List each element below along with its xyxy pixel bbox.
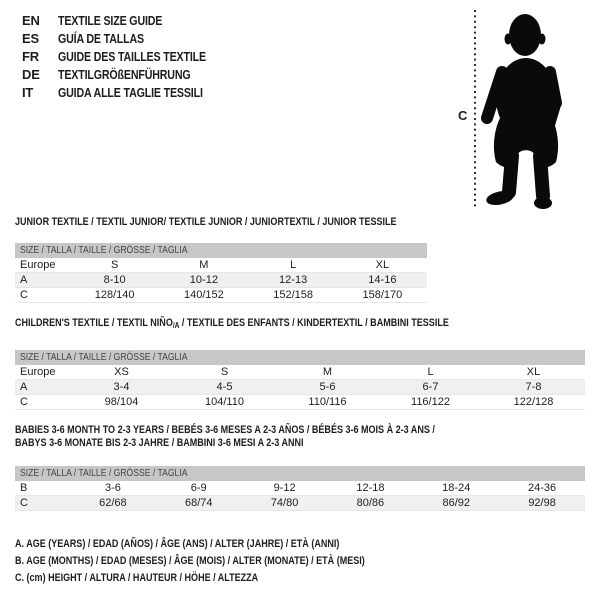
table-cell: 3-6 <box>104 482 121 494</box>
language-row <box>22 66 238 84</box>
guide-title: TEXTILGRÖßENFÜHRUNG <box>58 67 191 82</box>
row-label: C <box>20 497 28 509</box>
size-header-text: SIZE / TALLA / TAILLE / GRÖSSE / TAGLIA <box>20 467 188 479</box>
table-row <box>15 395 585 410</box>
table-cell: 92/98 <box>528 497 556 509</box>
table-title <box>15 424 585 437</box>
table-row <box>15 365 585 380</box>
legend-text: C. (cm) HEIGHT / ALTURA / HAUTEUR / HÖHE / ALTEZZA <box>15 572 259 584</box>
table-cell: M <box>322 366 333 378</box>
guide-title: GUIDA ALLE TAGLIE TESSILI <box>58 85 203 100</box>
table-cell: XL <box>526 366 541 378</box>
table-cell: 74/80 <box>270 497 299 509</box>
table-row <box>15 258 427 273</box>
table-cell: 98/104 <box>104 396 139 408</box>
table-title-part: BABIES 3-6 MONTH TO 2-3 YEARS / BEBÉS 3-6 MESES A 2-3 AÑOS / BÉBÉS 3-6 MOIS À 2-3 ANS / <box>15 424 435 436</box>
table-cell: L <box>290 259 297 271</box>
row-label: C <box>20 396 28 408</box>
table-title-text <box>15 317 449 332</box>
table-title <box>15 216 427 229</box>
legend <box>15 536 442 587</box>
table-row <box>15 481 585 496</box>
row-label: A <box>20 274 28 286</box>
table-row <box>15 496 585 511</box>
table-cell: 68/74 <box>184 497 213 509</box>
language-row <box>22 84 238 102</box>
table-title-part: / TEXTILE DES ENFANTS / KINDERTEXTIL / BAMBINI TESSILE <box>179 317 449 329</box>
table-title-text <box>15 424 435 437</box>
table-cell: S <box>110 259 119 271</box>
table-row <box>15 380 585 395</box>
language-code: IT <box>22 85 34 100</box>
table-cell: 6-7 <box>422 381 439 393</box>
baby-silhouette-icon <box>448 2 598 214</box>
table-title <box>15 317 585 332</box>
table-cell: 140/152 <box>183 289 224 301</box>
legend-line <box>15 553 442 570</box>
table-title-part: CHILDREN'S TEXTILE / TEXTIL NIÑO <box>15 317 173 329</box>
table-cell: 14-16 <box>368 274 397 286</box>
size-header-bar <box>15 350 585 365</box>
language-title-block <box>22 12 238 102</box>
table-title-part: BABYS 3-6 MONATE BIS 2-3 JAHRE / BAMBINI 3-6 MESI A 2-3 ANNI <box>15 437 304 449</box>
legend-text: A. AGE (YEARS) / EDAD (AÑOS) / ÂGE (ANS) / ALTER (JAHRE) / ETÀ (ANNI) <box>15 538 340 550</box>
language-code: FR <box>22 49 39 64</box>
table-row <box>15 288 427 303</box>
baby-silhouette <box>485 14 558 209</box>
table-cell: 18-24 <box>442 482 471 494</box>
language-row <box>22 48 238 66</box>
table-cell: XL <box>375 259 390 271</box>
table-cell: 24-36 <box>528 482 557 494</box>
table-cell: 110/116 <box>308 396 347 408</box>
table-title-part: JUNIOR TEXTILE / TEXTIL JUNIOR/ TEXTILE JUNIOR / JUNIORTEXTIL / JUNIOR TESSILE <box>15 216 397 228</box>
table-cell: 80/86 <box>356 497 385 509</box>
row-label: A <box>20 381 28 393</box>
guide-title: GUÍA DE TALLAS <box>58 31 144 46</box>
table-cell: 12-13 <box>279 274 308 286</box>
language-code: EN <box>22 13 40 28</box>
language-code: ES <box>22 31 39 46</box>
table-cell: 3-4 <box>113 381 130 393</box>
table-cell: 8-10 <box>103 274 126 286</box>
language-code: DE <box>22 67 40 82</box>
table-cell: 158/170 <box>362 289 403 301</box>
junior-size-table <box>15 216 427 303</box>
table-cell: 5-6 <box>319 381 336 393</box>
height-label: C <box>458 108 468 123</box>
table-cell: XS <box>114 366 129 378</box>
size-header-text: SIZE / TALLA / TAILLE / GRÖSSE / TAGLIA <box>20 244 188 256</box>
table-cell: 7-8 <box>525 381 542 393</box>
table-cell: 10-12 <box>189 274 218 286</box>
table-cell: 152/158 <box>273 289 313 301</box>
babies-size-table <box>15 424 585 511</box>
legend-line <box>15 536 442 553</box>
children-size-table <box>15 317 585 410</box>
guide-title: GUIDE DES TAILLES TEXTILE <box>58 49 206 64</box>
table-cell: M <box>199 259 209 271</box>
size-header-bar <box>15 243 427 258</box>
table-cell: 86/92 <box>442 497 470 509</box>
guide-title: TEXTILE SIZE GUIDE <box>58 13 163 28</box>
size-header-text: SIZE / TALLA / TAILLE / GRÖSSE / TAGLIA <box>20 351 188 363</box>
table-cell: 6-9 <box>190 482 207 494</box>
table-cell: 4-5 <box>216 381 233 393</box>
size-header-bar <box>15 466 585 481</box>
table-title-subscript: /A <box>172 321 180 330</box>
row-label: B <box>20 482 28 494</box>
legend-line <box>15 570 442 587</box>
legend-text: B. AGE (MONTHS) / EDAD (MESES) / ÂGE (MOIS) / ALTER (MONATE) / ETÀ (MESI) <box>15 555 365 567</box>
table-title-text <box>15 216 397 229</box>
row-label: C <box>20 289 28 301</box>
table-title <box>15 437 585 450</box>
table-title-text <box>15 437 304 450</box>
table-cell: 128/140 <box>94 289 135 301</box>
table-row <box>15 273 427 288</box>
figure-height-diagram <box>448 2 598 214</box>
language-row <box>22 12 238 30</box>
table-cell: 9-12 <box>273 482 296 494</box>
table-cell: 62/68 <box>99 497 127 509</box>
language-row <box>22 30 238 48</box>
table-cell: 122/128 <box>513 396 554 408</box>
table-cell: 104/110 <box>205 396 244 408</box>
table-cell: L <box>427 366 434 378</box>
row-label: Europe <box>20 366 56 378</box>
table-cell: 12-18 <box>356 482 385 494</box>
table-cell: 116/122 <box>411 396 450 408</box>
table-cell: S <box>220 366 229 378</box>
row-label: Europe <box>20 259 56 271</box>
